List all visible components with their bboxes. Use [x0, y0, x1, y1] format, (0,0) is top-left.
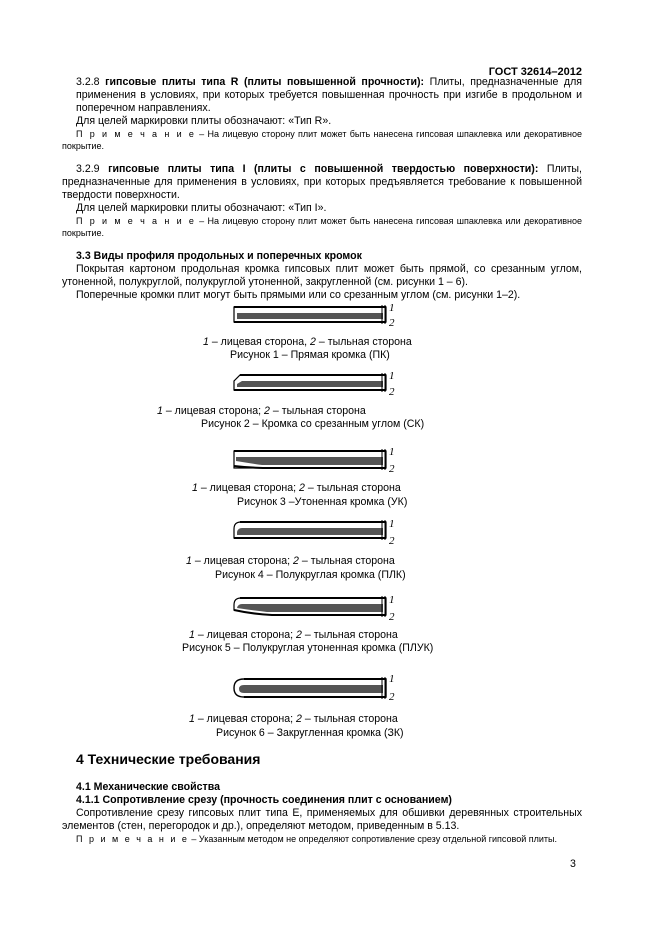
section-4-1-1-p1: Сопротивление срезу гипсовых плит типа Е, применяемых для обшивки деревянных строительных элементов (стен, перегородок и др.), определяют методом, приведенным в 5.13.: [62, 807, 582, 832]
clause-definition: Плиты, предназначенные для применения в условиях, при которых требуется повышенная прочность при изгибе в продольном и поперечном направлениях.: [76, 76, 582, 114]
figure-2-caption: Рисунок 2 – Кромка со срезанным углом (СК): [201, 418, 425, 430]
legend-num-2: 2: [296, 713, 302, 725]
section-4-1-title: 4.1 Механические свойства: [76, 781, 220, 793]
legend-num-1: 1: [157, 405, 163, 417]
figure-2-legend: [157, 405, 366, 418]
label-1: 1: [389, 370, 395, 382]
figure-4-drawing: [232, 520, 402, 552]
clause-term: гипсовые плиты типа R (плиты повышенной прочности):: [105, 76, 425, 88]
legend-num-2: 2: [293, 555, 299, 567]
label-2: 2: [389, 691, 395, 703]
legend-num-1: 1: [186, 555, 192, 567]
figure-3-caption: Рисунок 3 –Утоненная кромка (УК): [237, 496, 408, 508]
legend-text-1: – лицевая сторона;: [194, 629, 297, 641]
clause-3-2-8: [76, 76, 582, 115]
legend-num-1: 1: [189, 629, 195, 641]
note-label: П р и м е ч а н и е: [76, 129, 196, 139]
legend-num-1: 1: [192, 482, 198, 494]
note-3-2-9: [62, 215, 582, 239]
section-4-1-1-title: 4.1.1 Сопротивление срезу (прочность соединения плит с основанием): [76, 794, 452, 806]
figure-6-drawing: [232, 673, 402, 710]
note-label: П р и м е ч а н и е: [76, 216, 196, 226]
legend-num-1: 1: [203, 336, 209, 348]
note-text: – На лицевую сторону плит может быть нанесена гипсовая шпаклевка или декоративное покрытие.: [62, 129, 582, 151]
legend-text-1: – лицевая сторона;: [191, 555, 294, 567]
note-4-1-1: [62, 833, 582, 845]
figure-3-legend: [192, 482, 401, 495]
note-3-2-8: [62, 128, 582, 152]
note-label: П р и м е ч а н и е: [76, 834, 189, 844]
label-1: 1: [389, 302, 395, 314]
clause-definition: Плиты, предназначенные для применения в условиях, при которых предъявляется требование к повышенной твердости поверхности.: [62, 163, 582, 201]
note-text: – Указанным методом не определяют сопротивление срезу отдельной гипсовой плиты.: [188, 834, 557, 844]
figure-5-caption: Рисунок 5 – Полукруглая утоненная кромка (ПЛУК): [182, 642, 434, 654]
figure-2-drawing: [232, 370, 402, 405]
label-1: 1: [389, 446, 395, 458]
figure-4-legend: [186, 555, 395, 568]
figure-1-caption: Рисунок 1 – Прямая кромка (ПК): [230, 349, 390, 361]
section-3-3-p1: Покрытая картоном продольная кромка гипсовых плит может быть прямой, со срезанным углом, утоненной, полукруглой, полукруглой утоненной, закругленной (см. рисунки 1 – 6).: [62, 263, 582, 288]
figure-6-legend: [189, 713, 398, 726]
legend-text-1: – лицевая сторона,: [208, 336, 311, 348]
figure-5-drawing: [232, 596, 402, 628]
label-2: 2: [389, 611, 395, 623]
figure-5-legend: [189, 629, 398, 642]
figure-1-legend: [203, 336, 412, 349]
legend-text-2: – тыльная сторона: [301, 713, 398, 725]
note-text: – На лицевую сторону плит может быть нанесена гипсовая шпаклевка или декоративное покрытие.: [62, 216, 582, 238]
legend-num-1: 1: [189, 713, 195, 725]
label-1: 1: [389, 594, 395, 606]
legend-text-1: – лицевая сторона;: [162, 405, 265, 417]
legend-num-2: 2: [296, 629, 302, 641]
marking-i: Для целей маркировки плиты обозначают: «Тип I».: [76, 202, 327, 214]
label-1: 1: [389, 518, 395, 530]
legend-text-2: – тыльная сторона: [298, 555, 395, 567]
section-3-3-p2: Поперечные кромки плит могут быть прямыми или со срезанным углом (см. рисунки 1–2).: [76, 289, 521, 301]
legend-text-2: – тыльная сторона: [315, 336, 412, 348]
clause-number: 3.2.9: [76, 163, 100, 175]
figure-3-drawing: [232, 446, 402, 481]
page-number: 3: [570, 858, 576, 870]
clause-number: 3.2.8: [76, 76, 100, 88]
legend-text-2: – тыльная сторона: [301, 629, 398, 641]
label-2: 2: [389, 463, 395, 475]
label-2: 2: [389, 535, 395, 547]
figure-1-drawing: [232, 302, 402, 337]
legend-num-2: 2: [299, 482, 305, 494]
label-1: 1: [389, 673, 395, 685]
section-3-3-title: 3.3 Виды профиля продольных и поперечных кромок: [76, 250, 362, 262]
figure-6-caption: Рисунок 6 – Закругленная кромка (ЗК): [216, 727, 404, 739]
clause-term: гипсовые плиты типа I (плиты с повышенной твердостью поверхности):: [108, 163, 539, 175]
legend-text-2: – тыльная сторона: [304, 482, 401, 494]
legend-text-2: – тыльная сторона: [269, 405, 366, 417]
legend-num-2: 2: [264, 405, 270, 417]
legend-num-2: 2: [310, 336, 316, 348]
label-2: 2: [389, 317, 395, 329]
clause-3-2-9: [62, 163, 582, 202]
legend-text-1: – лицевая сторона;: [194, 713, 297, 725]
document-id: ГОСТ 32614–2012: [488, 66, 582, 78]
figure-4-caption: Рисунок 4 – Полукруглая кромка (ПЛК): [215, 569, 406, 581]
legend-text-1: – лицевая сторона;: [197, 482, 300, 494]
marking-r: Для целей маркировки плиты обозначают: «Тип R».: [76, 115, 332, 127]
label-2: 2: [389, 386, 395, 398]
section-4-title: 4 Технические требования: [76, 751, 261, 767]
